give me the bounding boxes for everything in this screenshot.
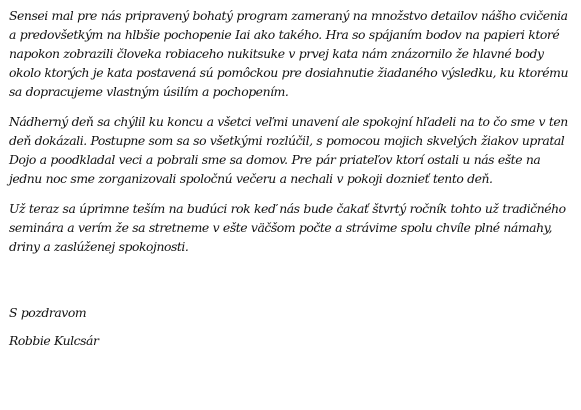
paragraph-program: Sensei mal pre nás pripravený bohatý program zameraný na množstvo detailov nášho cvičenia a predovšetkým na hlbšie pochopenie Iai ako takého. Hra so spájaním bodov na papieri ktoré napokon zobrazili človeka robiaceho nukitsuke v prvej kata nám znázornilo že hlavné body okolo ktorých je kata postavená sú pomôckou pre dosiahnutie žiadaného výsledku, ku ktorému sa dopracujeme vlastným úsilím a pochopením. [9,8,568,99]
signature-name: Robbie Kulcsár [9,333,99,348]
paragraph-next-year: Už teraz sa úprimne teším na budúci rok keď nás bude čakať štvrtý ročník tohto už tradičného seminára a verím že sa stretneme v ešte väčšom počte a strávime spolu chvíle plné námahy, driny a zaslúženej spokojnosti. [9,201,566,254]
closing-greeting: S pozdravom [9,305,87,320]
paragraph-end-of-day: Nádherný deň sa chýlil ku koncu a všetci veľmi unavení ale spokojní hľadeli na to čo sme v ten deň dokázali. Postupne som sa so všetkými rozlúčil, s pomocou mojich skvelých žiakov upratal Dojo a poodkladal veci a pobrali sme sa domov. Pre pár priateľov ktorí ostali u nás ešte na jednu noc sme zorganizovali spoločnú večeru a nechali v pokoji doznieť tento deň. [9,114,568,186]
letter-body [9,6,575,350]
spacer [9,267,575,303]
